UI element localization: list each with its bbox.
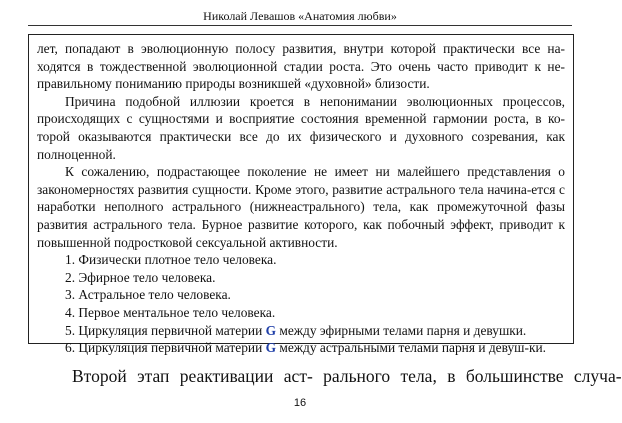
- legend-item-3: 3. Астральное тело человека.: [65, 287, 231, 303]
- caption-paragraph-3: К сожалению, подрастающее поколение не имеет ни малейшего представления о закономерностях развития сущности. Кроме этого, развитие астрального тела начина-ется с наработки неполного астрального (нижнеастрального) тела, как промежуточной фазы развития астрального тела. Бурное развитие которого, как побочный эффект, приводит к повышенной подростковой сексуальной активности.: [37, 164, 565, 250]
- caption-paragraph-1: лет, попадают в эволюционную полосу развития, внутри которой практически все на-ходятся в тождественной эволюционной стадии роста. Это очень часто приводит к не-правильному пониманию природы возникшей «духовной» близости.: [37, 41, 565, 92]
- primary-matter-letter: G: [265, 322, 276, 338]
- legend-item-5: [37, 322, 565, 340]
- legend-item-5-text-start: 5. Циркуляция первичной материи: [65, 322, 266, 338]
- caption-paragraph-2: Причина подобной иллюзии кроется в непонимании эволюционных процессов, происходящих с сущностями и восприятие состояния временной гармонии роста, в ко-торой оказываются практически все до их физического и духовного созревания, как полноценной.: [37, 93, 565, 162]
- figure-caption-box: [28, 34, 574, 356]
- header-divider: [28, 25, 572, 26]
- legend-item-5-text-end: между эфирными телами парня и девушки.: [276, 322, 527, 338]
- running-header: Николай Левашов «Анатомия любви»: [203, 9, 397, 23]
- legend-item-6-text-start: 6. Циркуляция первичной материи: [65, 340, 266, 356]
- legend-item-6: [37, 339, 565, 357]
- page-number: 16: [293, 397, 307, 409]
- legend-item-4: 4. Первое ментальное тело человека.: [65, 304, 276, 320]
- legend-item-2: 2. Эфирное тело человека.: [65, 269, 216, 285]
- body-text-line: Второй этап реактивации аст- рального тела, в большинстве случа-: [72, 366, 622, 386]
- legend-item-1: 1. Физически плотное тело человека.: [65, 252, 277, 268]
- legend-item-6-text-end: между астральными телами парня и девуш-ки.: [276, 340, 546, 356]
- primary-matter-letter: G: [265, 340, 276, 356]
